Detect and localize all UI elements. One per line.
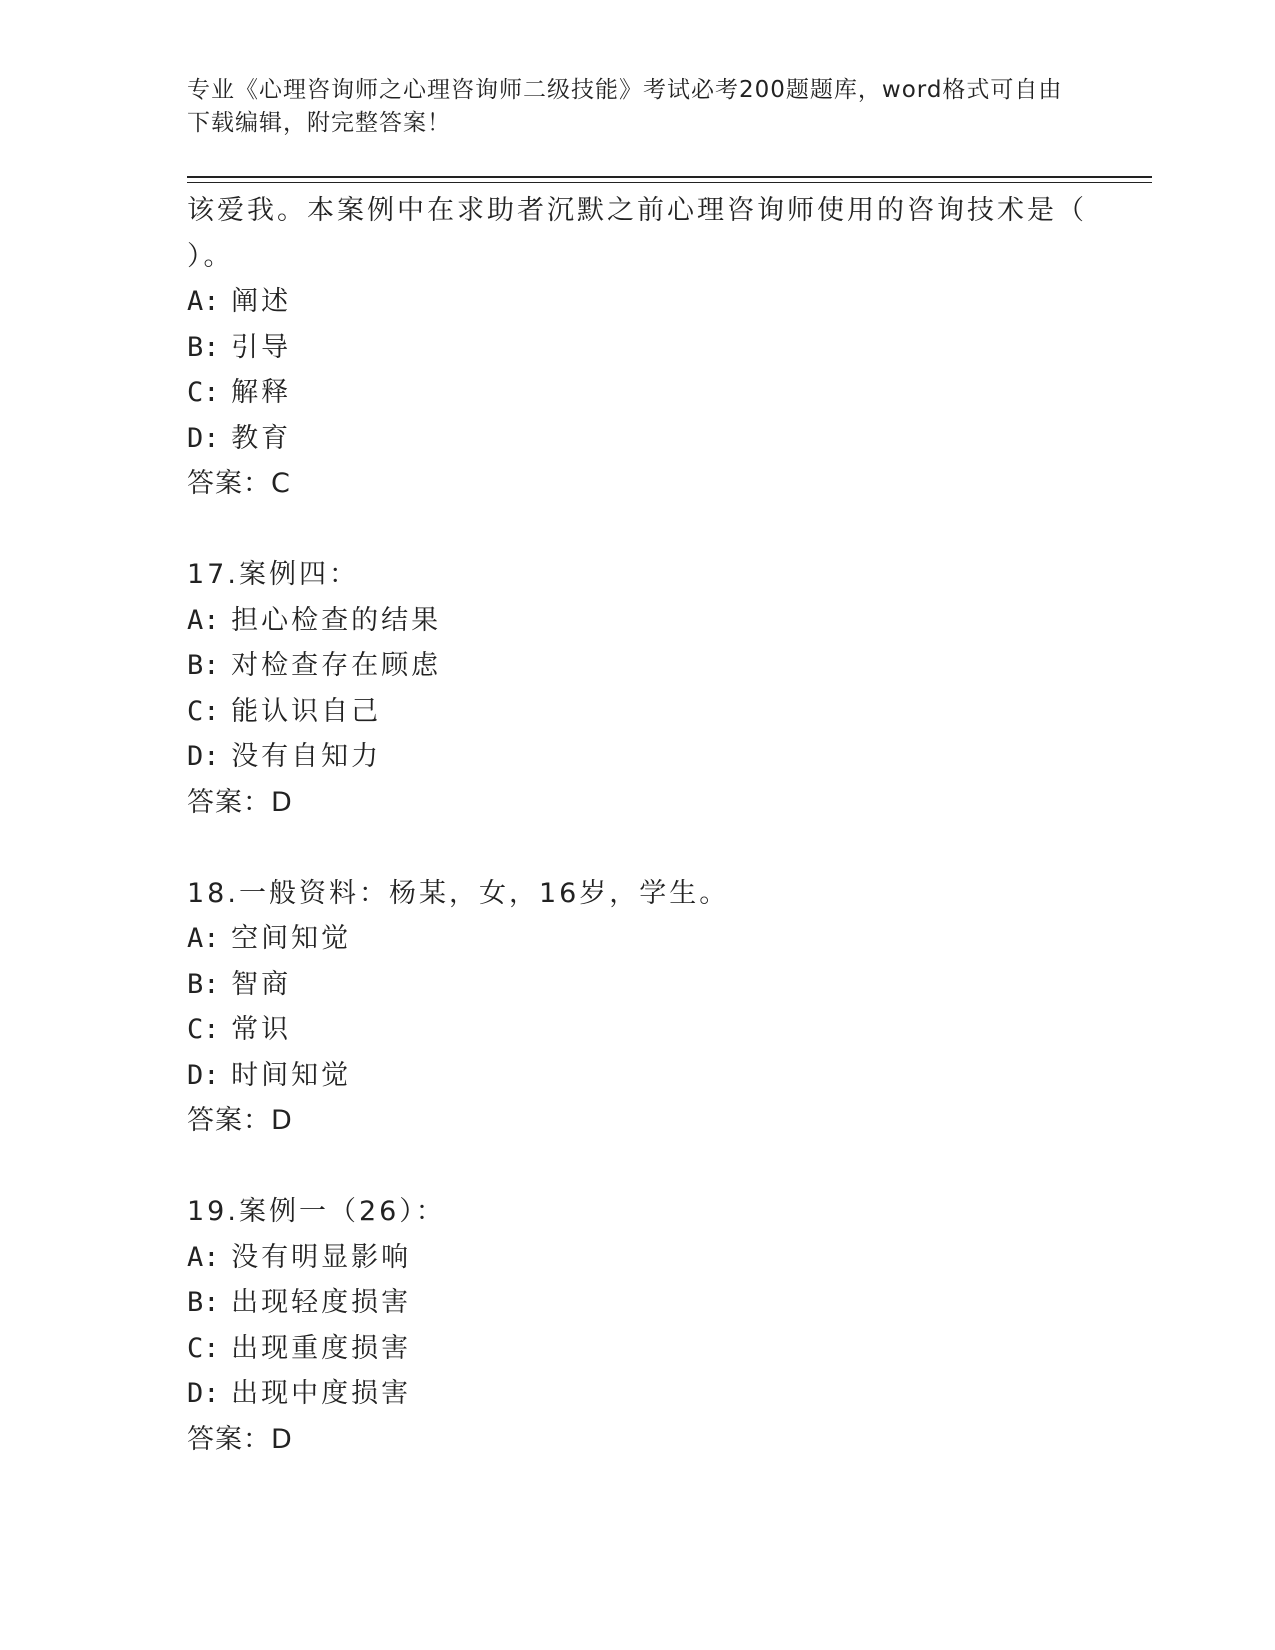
option-text: 解释 xyxy=(231,377,292,408)
header-title: 专业《心理咨询师之心理咨询师二级技能》考试必考200题题库，word格式可自由下载编辑，附完整答案！ xyxy=(187,77,1063,136)
option-text: 出现轻度损害 xyxy=(231,1287,412,1318)
option-text: 教育 xyxy=(231,422,292,454)
option-d xyxy=(187,1053,1087,1099)
option-letter: C: xyxy=(187,1014,220,1045)
option-d xyxy=(187,416,1087,462)
option-text: 时间知觉 xyxy=(231,1059,352,1091)
option-text: 引导 xyxy=(231,331,292,363)
option-letter: C: xyxy=(187,1332,220,1364)
question-text-continued: ）。 xyxy=(187,240,234,272)
option-letter: C: xyxy=(187,695,220,727)
spacer xyxy=(187,507,1087,553)
answer-line: 答案：C xyxy=(187,468,291,499)
option-d xyxy=(187,1371,1087,1417)
answer-line: 答案：D xyxy=(187,1105,293,1136)
option-text: 出现中度损害 xyxy=(231,1378,412,1409)
question-block-continued xyxy=(187,188,1087,507)
option-letter: B: xyxy=(187,650,220,681)
option-letter: A: xyxy=(187,286,220,317)
answer-line: 答案：D xyxy=(187,786,293,818)
question-stem: 18.一般资料：杨某，女，16岁，学生。 xyxy=(187,877,730,909)
option-letter: B: xyxy=(187,968,220,1000)
option-letter: D: xyxy=(187,422,220,454)
option-text: 没有自知力 xyxy=(231,741,382,772)
question-stem: 19.案例一（26）： xyxy=(187,1196,446,1227)
option-text: 没有明显影响 xyxy=(231,1241,412,1273)
option-text: 对检查存在顾虑 xyxy=(231,650,442,681)
option-a xyxy=(187,916,1087,962)
option-c xyxy=(187,1007,1087,1053)
question-text: 该爱我。本案例中在求助者沉默之前心理咨询师使用的咨询技术是（ xyxy=(187,195,1087,226)
option-text: 担心检查的结果 xyxy=(231,604,442,636)
option-b xyxy=(187,962,1087,1008)
option-b xyxy=(187,325,1087,371)
question-block-18 xyxy=(187,871,1087,1144)
option-a xyxy=(187,279,1087,325)
option-letter: D: xyxy=(187,741,220,772)
option-a xyxy=(187,598,1087,644)
header-divider-thin xyxy=(187,182,1152,183)
option-c xyxy=(187,1326,1087,1372)
question-block-19 xyxy=(187,1189,1087,1462)
spacer xyxy=(187,825,1087,871)
option-letter: B: xyxy=(187,1287,220,1318)
question-content xyxy=(187,188,1087,1462)
option-text: 阐述 xyxy=(231,286,292,317)
option-text: 智商 xyxy=(231,968,292,1000)
option-text: 空间知觉 xyxy=(231,923,352,954)
answer-line: 答案：D xyxy=(187,1423,293,1455)
option-text: 出现重度损害 xyxy=(231,1332,412,1364)
option-b xyxy=(187,643,1087,689)
option-letter: D: xyxy=(187,1378,220,1409)
option-letter: D: xyxy=(187,1059,220,1091)
header-divider-thick xyxy=(187,176,1152,178)
option-d xyxy=(187,734,1087,780)
option-text: 能认识自己 xyxy=(231,695,382,727)
question-stem: 17.案例四： xyxy=(187,559,359,590)
option-letter: A: xyxy=(187,1241,220,1273)
question-block-17 xyxy=(187,552,1087,825)
document-header xyxy=(187,74,1067,140)
option-letter: A: xyxy=(187,604,220,636)
option-letter: C: xyxy=(187,377,220,408)
option-b xyxy=(187,1280,1087,1326)
option-text: 常识 xyxy=(231,1014,292,1045)
spacer xyxy=(187,1144,1087,1190)
option-letter: B: xyxy=(187,331,220,363)
option-c xyxy=(187,370,1087,416)
option-a xyxy=(187,1235,1087,1281)
option-letter: A: xyxy=(187,923,220,954)
option-c xyxy=(187,689,1087,735)
